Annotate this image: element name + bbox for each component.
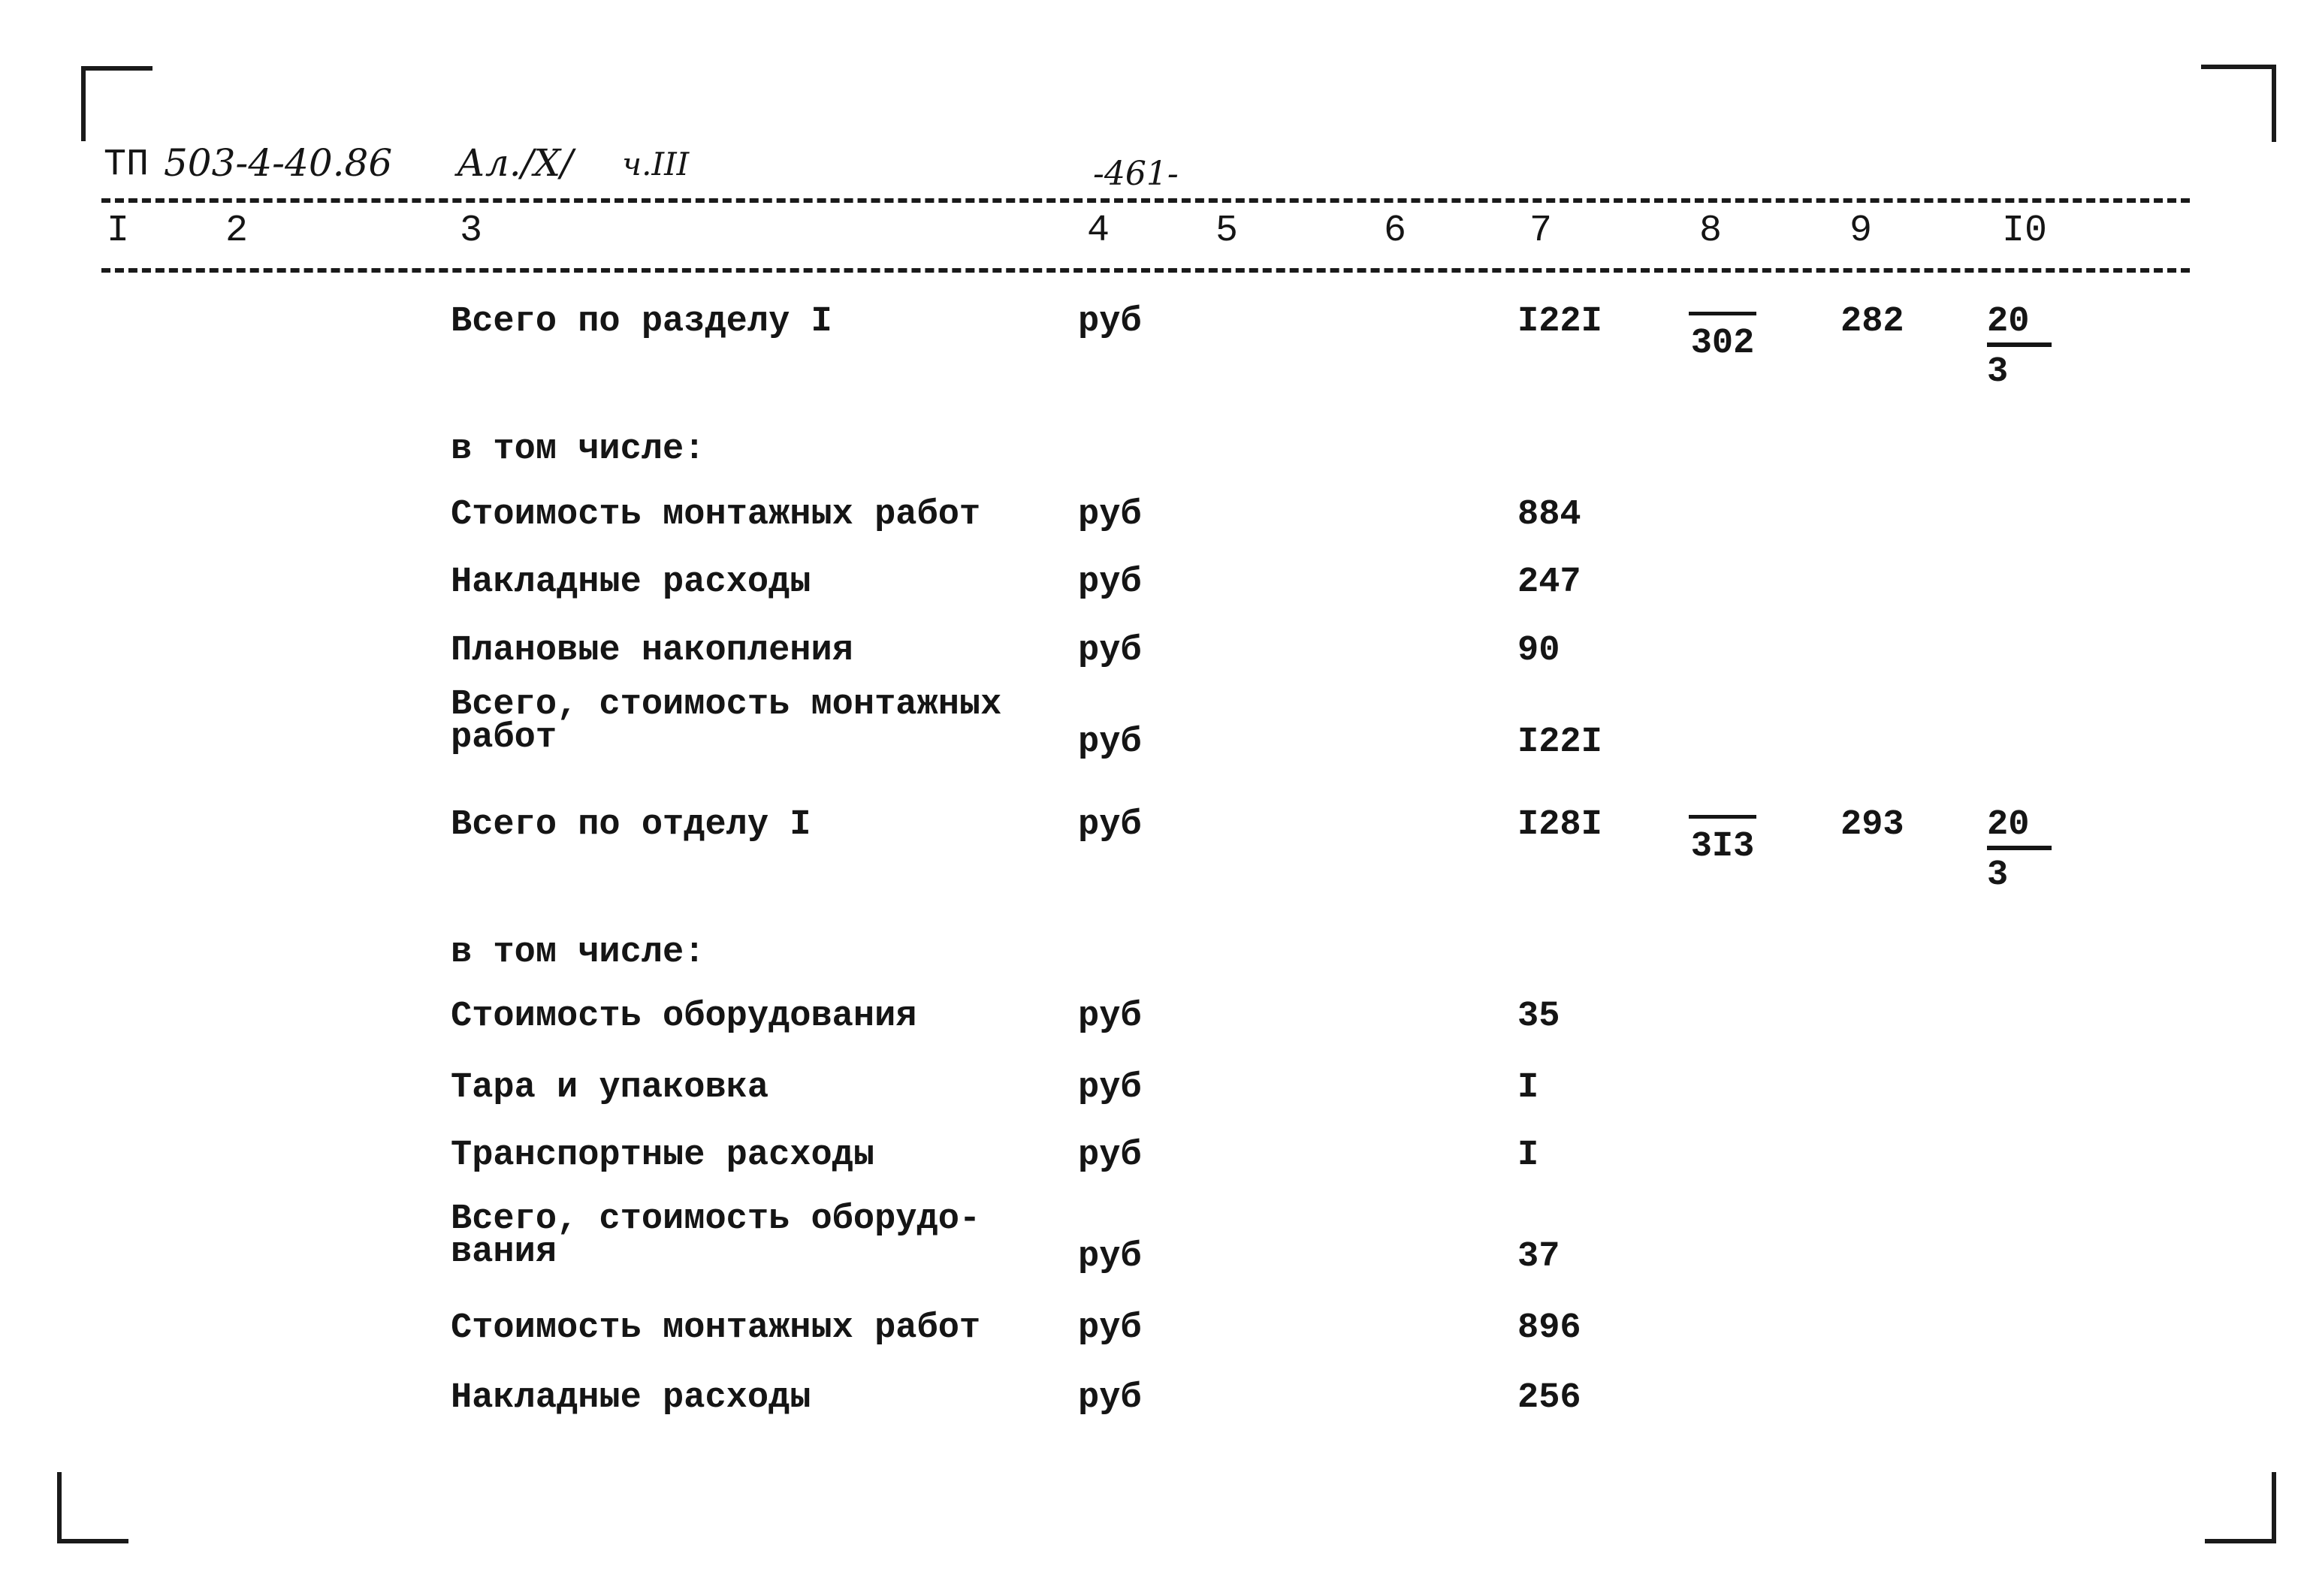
row-label: Плановые накопления <box>451 631 853 671</box>
row-label: Всего по отделу I <box>451 805 811 845</box>
row-label: Накладные расходы <box>451 563 811 602</box>
row-label-line: Всего, стоимость оборудо- <box>451 1199 981 1239</box>
col7-value: I22I <box>1517 302 1602 342</box>
unit-cell: руб <box>1078 997 1142 1036</box>
col7-value: 884 <box>1517 495 1581 535</box>
column-number: I0 <box>2002 210 2048 252</box>
col8-dash <box>1689 807 1756 819</box>
row-label: Стоимость монтажных работ <box>451 495 981 535</box>
col7-value: I <box>1517 1068 1539 1108</box>
unit-cell: руб <box>1078 723 1142 762</box>
frame-corner-bottom-right <box>2205 1539 2276 1543</box>
col7-value: I28I <box>1517 805 1602 845</box>
row-label: Стоимость оборудования <box>451 997 917 1036</box>
column-number: 4 <box>1087 210 1110 252</box>
row-label: Транспортные расходы <box>451 1136 875 1175</box>
row-label: Всего по разделу I <box>451 302 832 342</box>
row-label: Накладные расходы <box>451 1378 811 1418</box>
column-number: 8 <box>1699 210 1723 252</box>
doc-code-prefix: ТП <box>104 143 149 186</box>
row-label <box>451 685 1002 758</box>
unit-cell: руб <box>1078 302 1142 342</box>
col7-value: I <box>1517 1136 1539 1175</box>
col10-fraction <box>1987 807 2052 893</box>
col7-value: 896 <box>1517 1308 1581 1348</box>
album-number: Ал./X/ <box>457 141 573 185</box>
col10-denominator: 3 <box>1987 855 2009 895</box>
column-number: 5 <box>1215 210 1239 252</box>
row-label: Тара и упаковка <box>451 1068 769 1108</box>
part-number: ч.III <box>622 146 690 183</box>
unit-cell: руб <box>1078 1237 1142 1277</box>
col10-fraction <box>1987 304 2052 390</box>
frame-corner-bottom-left <box>57 1539 128 1543</box>
header-divider-top <box>101 198 2190 203</box>
col8-fraction <box>1689 807 1756 867</box>
col9-value: 282 <box>1840 302 1904 342</box>
unit-cell: руб <box>1078 1136 1142 1175</box>
column-number: 7 <box>1529 210 1553 252</box>
col9-value: 293 <box>1840 805 1904 845</box>
frame-corner-top-right-vertical <box>2272 65 2276 142</box>
frame-corner-bottom-right-vertical <box>2272 1472 2276 1543</box>
frame-corner-top-left-vertical <box>81 66 86 141</box>
frame-corner-bottom-left-vertical <box>57 1472 62 1543</box>
column-number: 6 <box>1384 210 1407 252</box>
col10-denominator: 3 <box>1987 352 2009 392</box>
column-number: 2 <box>225 210 249 252</box>
unit-cell: руб <box>1078 1378 1142 1418</box>
unit-cell: руб <box>1078 631 1142 671</box>
col7-value: 90 <box>1517 631 1560 671</box>
col7-value: 37 <box>1517 1237 1560 1277</box>
row-label-line: работ <box>451 718 557 758</box>
header-divider-bottom <box>101 268 2190 273</box>
col8-dash <box>1689 304 1756 315</box>
col7-value: 256 <box>1517 1378 1581 1418</box>
row-label <box>451 1199 981 1272</box>
row-label: в том числе: <box>451 933 705 973</box>
unit-cell: руб <box>1078 495 1142 535</box>
column-number: 3 <box>460 210 483 252</box>
col10-numerator: 20 <box>1987 807 2052 850</box>
frame-corner-top-right <box>2201 65 2276 69</box>
row-label: Стоимость монтажных работ <box>451 1308 981 1348</box>
col7-value: I22I <box>1517 723 1602 762</box>
unit-cell: руб <box>1078 563 1142 602</box>
col8-value: 3I3 <box>1690 827 1755 867</box>
col10-numerator: 20 <box>1987 304 2052 347</box>
unit-cell: руб <box>1078 1308 1142 1348</box>
row-label: в том числе: <box>451 430 705 469</box>
unit-cell: руб <box>1078 1068 1142 1108</box>
frame-corner-top-left <box>81 66 152 71</box>
column-number: 9 <box>1850 210 1873 252</box>
col7-value: 35 <box>1517 997 1560 1036</box>
row-label-line: Всего, стоимость монтажных <box>451 685 1002 725</box>
page-number: -461- <box>1093 155 1179 193</box>
unit-cell: руб <box>1078 805 1142 845</box>
col8-fraction <box>1689 304 1756 364</box>
doc-code: 503-4-40.86 <box>164 141 393 185</box>
row-label-line: вания <box>451 1232 557 1272</box>
col8-value: 302 <box>1690 324 1755 364</box>
column-number: I <box>107 210 130 252</box>
col7-value: 247 <box>1517 563 1581 602</box>
